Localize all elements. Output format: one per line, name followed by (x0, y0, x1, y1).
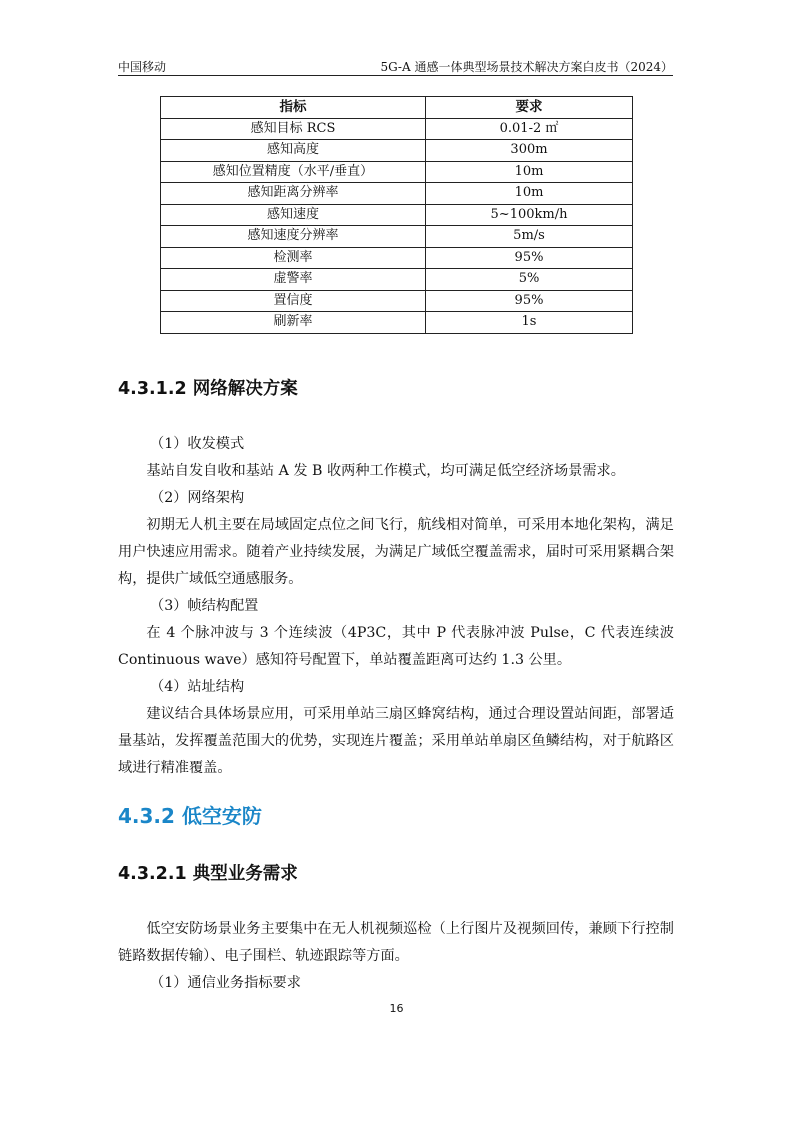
metric-cell: 虚警率 (161, 269, 426, 291)
table-row (161, 290, 633, 312)
column-header-metric: 指标 (161, 97, 426, 119)
metric-cell: 感知目标 RCS (161, 118, 426, 140)
requirement-cell: 95% (426, 290, 633, 312)
table-row (161, 226, 633, 248)
page-header-left: 中国移动 (118, 60, 167, 74)
table-row (161, 247, 633, 269)
table-header-row (161, 97, 633, 119)
requirement-cell: 0.01-2 ㎡ (426, 118, 633, 140)
table-row (161, 269, 633, 291)
paragraph-mode: 基站自发自收和基站 A 发 B 收两种工作模式，均可满足低空经济场景需求。 (146, 463, 625, 479)
requirement-cell: 10m (426, 161, 633, 183)
table-row (161, 161, 633, 183)
metric-cell: 检测率 (161, 247, 426, 269)
table-row (161, 312, 633, 334)
table-row (161, 204, 633, 226)
paragraph-architecture: 初期无人机主要在局域固定点位之间飞行，航线相对简单，可采用本地化架构，满足用户快速应用需求。随着产业持续发展，为满足广域低空覆盖需求，届时可采用紧耦合架构，提供广域低空通感服务。 (118, 517, 674, 587)
header-divider (118, 75, 673, 76)
heading-low-altitude-security: 4.3.2 低空安防 (118, 804, 262, 828)
metric-cell: 刷新率 (161, 312, 426, 334)
requirement-cell: 300m (426, 140, 633, 162)
item-label-communication: （1）通信业务指标要求 (150, 975, 301, 991)
item-label-architecture: （2）网络架构 (150, 490, 245, 506)
requirement-cell: 1s (426, 312, 633, 334)
metric-cell: 感知距离分辨率 (161, 183, 426, 205)
metric-cell: 感知速度分辨率 (161, 226, 426, 248)
table-row (161, 140, 633, 162)
table-row (161, 183, 633, 205)
requirement-cell: 5m/s (426, 226, 633, 248)
page-header-title: 5G-A 通感一体典型场景技术解决方案白皮书（2024） (380, 60, 673, 74)
column-header-requirement: 要求 (426, 97, 633, 119)
metric-cell: 感知速度 (161, 204, 426, 226)
page-number: 16 (389, 1002, 404, 1015)
item-label-site: （4）站址结构 (150, 679, 245, 695)
requirement-cell: 95% (426, 247, 633, 269)
item-label-frame: （3）帧结构配置 (150, 598, 259, 614)
requirement-cell: 10m (426, 183, 633, 205)
item-label-mode: （1）收发模式 (150, 436, 245, 452)
heading-network-solution: 4.3.1.2 网络解决方案 (118, 379, 298, 399)
table-row (161, 118, 633, 140)
requirement-cell: 5~100km/h (426, 204, 633, 226)
metric-cell: 感知高度 (161, 140, 426, 162)
metric-cell: 感知位置精度（水平/垂直） (161, 161, 426, 183)
sensing-requirements-table (160, 96, 633, 334)
paragraph-security-intro: 低空安防场景业务主要集中在无人机视频巡检（上行图片及视频回传，兼顾下行控制链路数据传输）、电子围栏、轨迹跟踪等方面。 (118, 921, 674, 964)
metric-cell: 置信度 (161, 290, 426, 312)
heading-typical-requirements: 4.3.2.1 典型业务需求 (118, 864, 298, 884)
paragraph-frame: 在 4 个脉冲波与 3 个连续波（4P3C，其中 P 代表脉冲波 Pulse，C 代表连续波 Continuous wave）感知符号配置下，单站覆盖距离可达约 1.3 公里。 (118, 625, 674, 668)
requirement-cell: 5% (426, 269, 633, 291)
paragraph-site: 建议结合具体场景应用，可采用单站三扇区蜂窝结构，通过合理设置站间距，部署适量基站，发挥覆盖范围大的优势，实现连片覆盖；采用单站单扇区鱼鳞结构，对于航路区域进行精准覆盖。 (118, 706, 674, 776)
